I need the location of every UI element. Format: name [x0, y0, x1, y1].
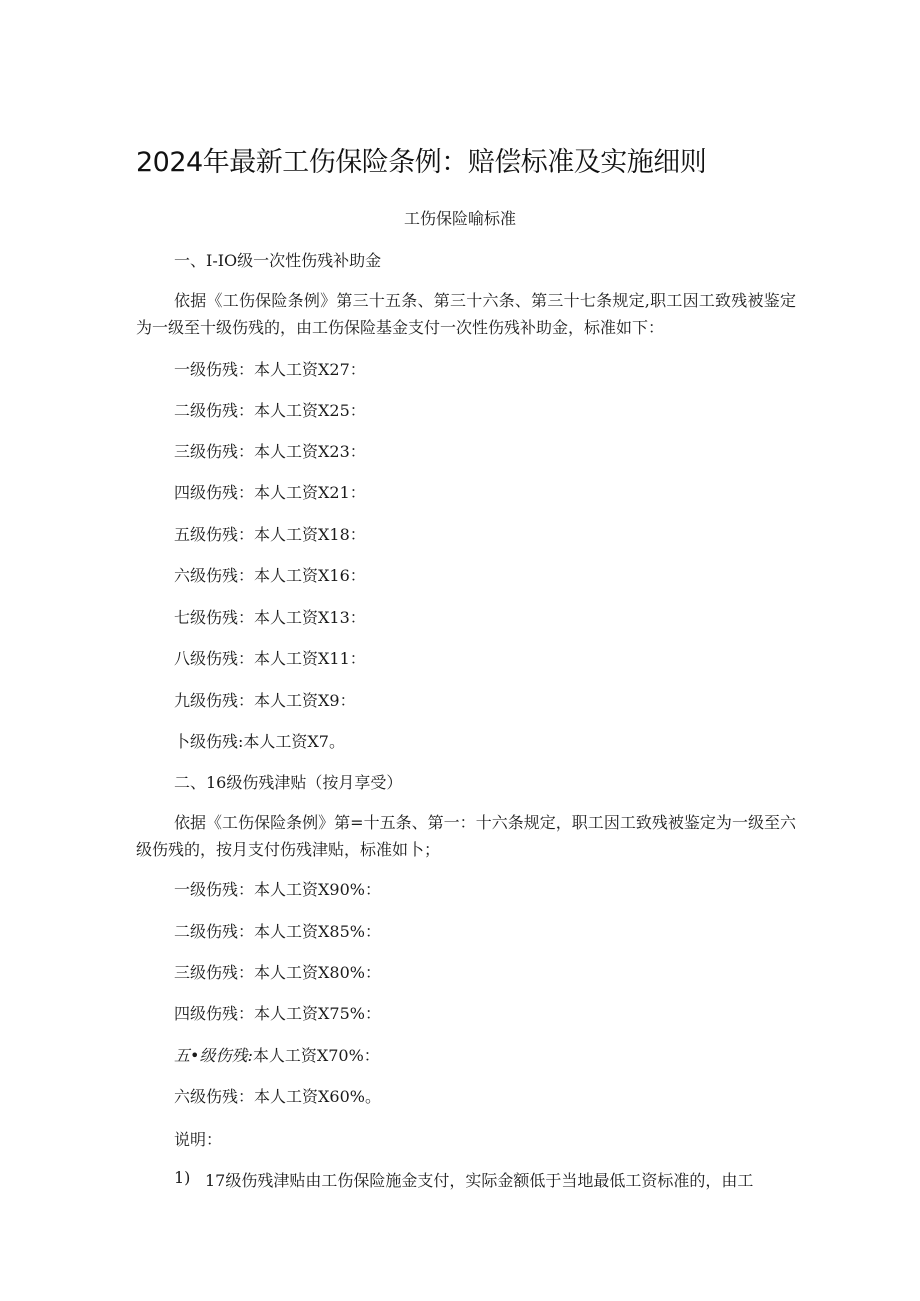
document-title: 2024年最新工伤保险条例：赔偿标准及实施细则: [136, 147, 707, 178]
section1-item-6: 六级伤残：本人工资X16：: [174, 566, 366, 585]
section1-item-4: 四级伤残：本人工资X21：: [174, 483, 366, 502]
note-1-text: 17级伤残津贴由工伤保险施金支付，实际金额低于当地最低工资标准的，由工: [205, 1171, 754, 1190]
section1-item-8: 八级伤残：本人工资X11：: [174, 649, 366, 668]
section1-item-7: 七级伤残：本人工资X13：: [174, 608, 366, 627]
section1-heading: 一、I-IO级一次性伤残补助金: [174, 251, 382, 270]
section1-item-2: 二级伤残：本人工资X25：: [174, 401, 366, 420]
notes-heading: 说明：: [174, 1130, 223, 1149]
note-1-number: 1): [174, 1168, 191, 1187]
section2-paragraph: 依据《工伤保险条例》第=十五条、第一：十六条规定，职工因工致残被鉴定为一级至六级伤残的，按月支付伤残津贴，标准如卜；: [136, 813, 796, 859]
section1-item-1: 一级伤残：本人工资X27：: [174, 360, 366, 379]
section2-item-3: 三级伤残：本人工资X80%：: [174, 963, 381, 982]
section1-item-5: 五级伤残：本人工资X18：: [174, 525, 366, 544]
section2-item-5: [174, 1043, 380, 1066]
section1-item-9: 九级伤残：本人工资X9：: [174, 691, 356, 710]
section2-item-6: 六级伤残：本人工资X60%。: [174, 1087, 381, 1106]
section2-item-1: 一级伤残：本人工资X90%：: [174, 880, 381, 899]
section2-item-4: 四级伤残：本人工资X75%：: [174, 1004, 381, 1023]
section1-item-3: 三级伤残：本人工资X23：: [174, 442, 366, 461]
section2-item-2: 二级伤残：本人工资X85%：: [174, 922, 381, 941]
document-subtitle: 工伤保险喻标准: [403, 209, 516, 228]
section1-item-10: 卜级伤残:本人工资X7。: [174, 732, 345, 751]
section2-heading: 二、16级伤残津贴（按月享受）: [174, 773, 403, 792]
section2-item-5-label: 五•级伤残:: [174, 1046, 253, 1065]
section1-paragraph: 依据《工伤保险条例》第三十五条、第三十六条、第三十七条规定,职工因工致残被鉴定为一级至十级伤残的，由工伤保险基金支付一次性伤残补助金，标准如下：: [136, 291, 796, 337]
section2-item-5-value: 本人工资X70%：: [252, 1046, 380, 1065]
